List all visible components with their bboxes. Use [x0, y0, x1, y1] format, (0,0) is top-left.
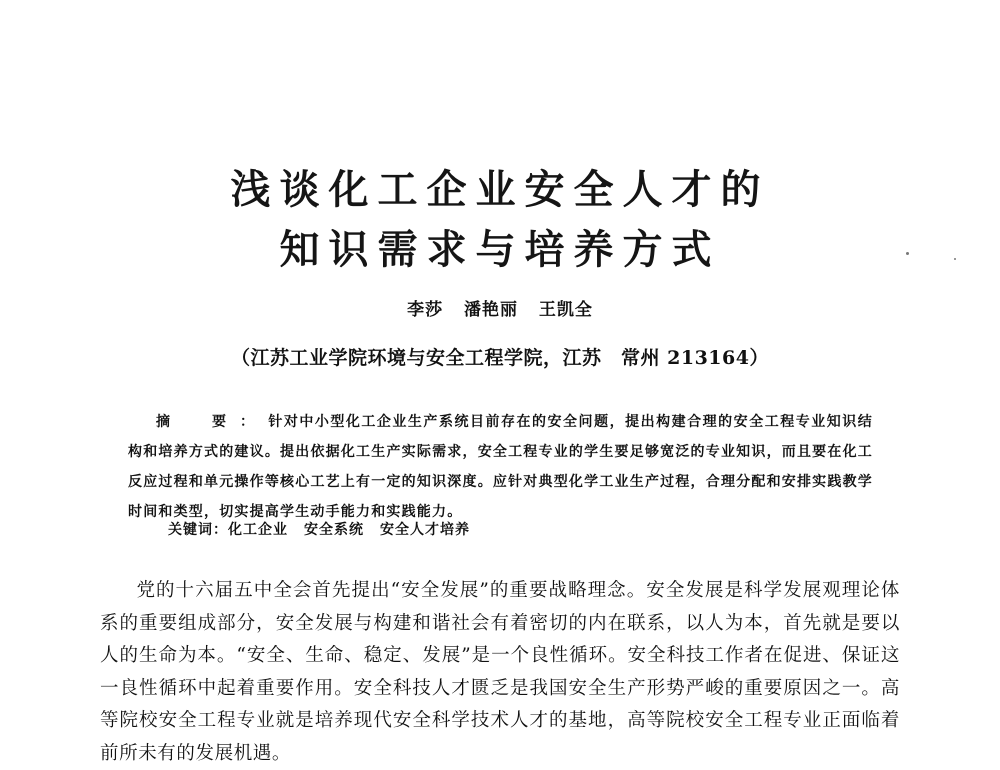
abstract-label: 摘 要：: [156, 414, 268, 430]
title-line-2: 知识需求与培养方式: [279, 226, 721, 273]
author-name: 潘艳丽: [464, 300, 518, 320]
affiliation: （江苏工业学院环境与安全工程学院，江苏 常州 213164）: [231, 347, 769, 369]
author-name: 王凯全: [538, 300, 593, 320]
body-paragraph-text: 党的十六届五中全会首先提出“安全发展”的重要战略理念。安全发展是科学发展观理论体系的重要组成部分，安全发展与构建和谐社会有着密切的内在联系，以人为本，首先就是要以人的生命为本。“安全、生命、稳定、发展”是一个良性循环。安全科技工作者在促进、保证这一良性循环中起着重要作用。安全科技人才匮乏是我国安全生产形势严峻的重要原因之一。高等院校安全工程专业就是培养现代安全科学技术人才的基地，高等院校安全工程专业正面临着前所未有的发展机遇。: [100, 580, 900, 764]
scan-speck: [954, 258, 956, 260]
keyword: 安全系统: [304, 522, 364, 538]
abstract: [128, 407, 873, 527]
body-paragraph: [100, 575, 900, 770]
keywords: [168, 519, 470, 541]
keyword: 安全人才培养: [380, 522, 470, 538]
keyword: 化工企业: [228, 522, 288, 538]
scan-speck: [906, 252, 909, 255]
keywords-label: 关键词：: [168, 522, 228, 538]
title-line-1: 浅谈化工企业安全人才的: [230, 166, 770, 213]
abstract-text: 针对中小型化工企业生产系统目前存在的安全问题，提出构建合理的安全工程专业知识结构和培养方式的建议。提出依据化工生产实际需求，安全工程专业的学生要足够宽泛的专业知识，而且要在化工反应过程和单元操作等核心工艺上有一定的知识深度。应针对典型化学工业生产过程，合理分配和安排实践教学时间和类型，切实提高学生动手能力和实践能力。: [128, 414, 873, 520]
author-list: [0, 300, 1000, 320]
author-name: 李莎: [407, 300, 444, 320]
